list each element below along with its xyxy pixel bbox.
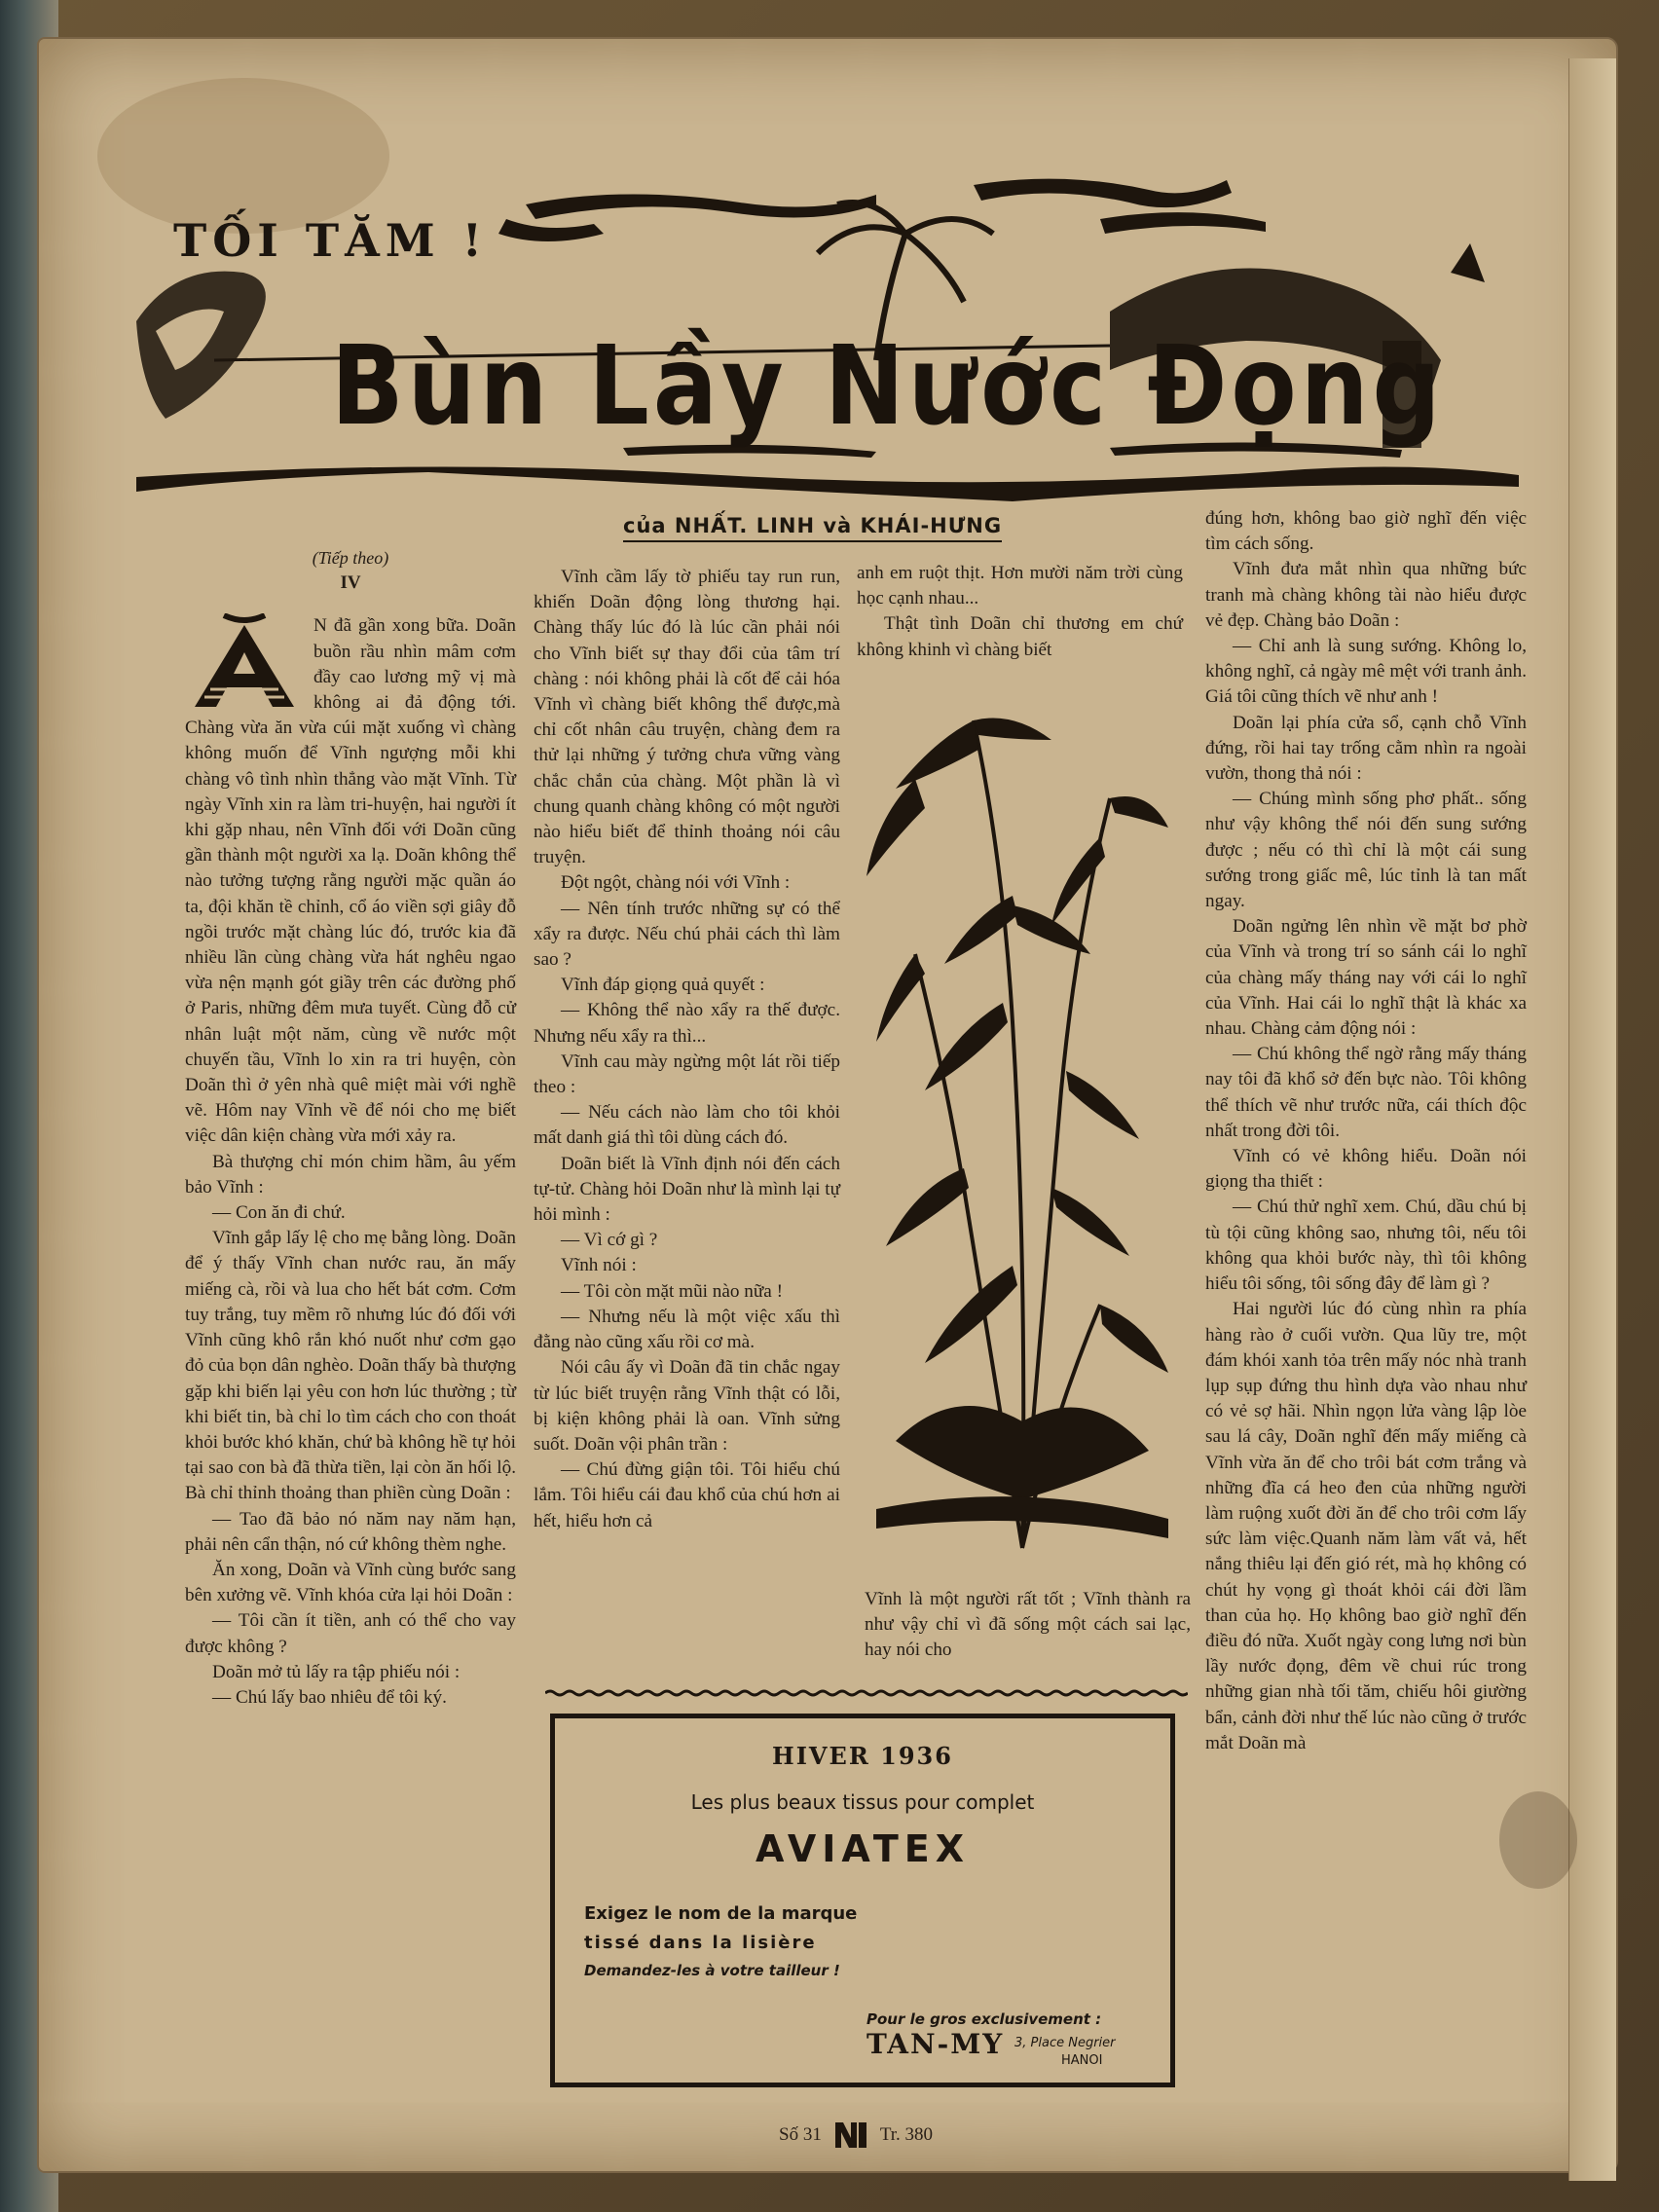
text-column-1: [185, 545, 516, 1711]
article-title: Bùn Lầy Nước Đọng: [331, 322, 1445, 451]
paragraph: Doãn biết là Vĩnh định nói đến cách tự-tử. Chàng hỏi Doãn như là mình lại tự hỏi mình :: [534, 1153, 840, 1226]
paragraph: — Không thể nào xẩy ra thế được. Nhưng nếu xẩy ra thì...: [534, 1000, 840, 1047]
paragraph: — Tôi còn mặt mũi nào nữa !: [561, 1280, 783, 1302]
page-number: Tr. 380: [879, 2124, 934, 2145]
ad-line: tissé dans la lisière: [584, 1933, 817, 1953]
paragraph: Vĩnh có vẻ không hiểu. Doãn nói giọng tha thiết :: [1205, 1146, 1527, 1193]
text-column-2: [534, 565, 840, 1534]
paragraph: — Nếu cách nào làm cho tôi khỏi mất danh giá thì tôi dùng cách đó.: [534, 1102, 840, 1149]
paragraph: [185, 613, 516, 1149]
ad-line: Demandez-les à votre tailleur !: [584, 1962, 840, 1979]
ad-title: HIVER 1936: [772, 1742, 953, 1770]
paragraph: — Chú đừng giận tôi. Tôi hiểu chú lắm. Tôi hiểu cái đau khổ của chú hơn ai hết, hiểu hơn cả: [534, 1459, 840, 1531]
paragraph: Vĩnh là một người rất tốt ; Vĩnh thành ra như vậy chỉ vì đã sống một cách sai lạc, hay nói cho: [865, 1589, 1191, 1661]
paragraph: — Chú lấy bao nhiêu để tôi ký.: [212, 1686, 447, 1708]
ad-wholesale-note: Pour le gros exclusivement :: [866, 2010, 1102, 2028]
paper-stain: [1499, 1791, 1577, 1889]
paragraph: Ăn xong, Doãn và Vĩnh cùng bước sang bên xưởng vẽ. Vĩnh khóa cửa lại hỏi Doãn :: [185, 1559, 516, 1606]
text-column-3-bottom: [865, 1587, 1191, 1664]
paragraph-text: N đã gần xong bữa. Doãn buồn rầu nhìn mâm cơm đầy cao lương mỹ vị mà không ai đả động tới. Chàng vừa ăn vừa cúi mặt xuống vì chàng không muốn để Vĩnh ngượng mỗi khi chàng vô tình nhìn thẳng vào mặt Vĩnh. Từ ngày Vĩnh xin ra làm tri-huyện, hai người ít khi gặp nhau, nên Vĩnh đối với Doãn cũng gần thành một người xa lạ. Doãn không thể nào tưởng tượng rằng người mặc quần áo ta, đội khăn tề chỉnh, cổ áo viền sợi giây đỗ ngồi trước mặt chàng lúc đó, trước kia đã nhiều lần cùng chàng vừa hát nghêu ngao vừa nện mạnh gót giầy trên các đường phố ở Paris, những đêm mưa tuyết. Cùng đỗ cử nhân luật một năm, cùng về nước một chuyến tầu, Vĩnh lo xin ra tri huyện, còn Doãn thì ở yên nhà quê miệt mài với nghề vẽ. Hôm nay Vĩnh về để nói cho mẹ biết việc dân kiện chàng vừa mới xảy ra.: [185, 615, 516, 1147]
paragraph: Vĩnh đưa mắt nhìn qua những bức tranh mà chàng không tài nào hiểu được vẻ đẹp. Chàng bảo Doãn :: [1205, 559, 1527, 631]
paragraph: anh em ruột thịt. Hơn mười năm trời cùng học cạnh nhau...: [857, 563, 1183, 609]
text-column-3-top: [857, 561, 1183, 663]
byline: của NHẤT. LINH và KHÁI-HƯNG: [623, 514, 1002, 542]
paragraph: đúng hơn, không bao giờ nghĩ đến việc tìm cách sống.: [1205, 508, 1527, 555]
text-column-4: [1205, 506, 1527, 1756]
paragraph: — Chú không thể ngờ rằng mấy tháng nay tôi đã khổ sở đến bực nào. Tôi không thể thích vẽ như trước nữa, cái thích độc nhất trong đời tôi.: [1205, 1044, 1527, 1141]
bamboo-illustration: [857, 682, 1178, 1558]
paragraph: — Chú thử nghĩ xem. Chú, dầu chú bị tù tội cũng không sao, nhưng tôi, nếu tôi không qua khỏi bước này, thì tôi không hiểu tôi sống, tôi sống đây để làm gì ?: [1205, 1197, 1527, 1295]
continued-label: (Tiếp theo): [312, 548, 389, 568]
paragraph: Vĩnh cầm lấy tờ phiếu tay run run, khiến Doãn động lòng thương hại. Chàng thấy lúc đó là lúc cần phải nói cho Vĩnh biết sự thay đổi của tâm trí chàng : nói không phải là cốt để cải hóa Vĩnh vì chàng biết không thể được,mà chỉ cốt nhân câu truyện, chàng đem ra thử lại những ý tưởng chưa vững vàng chắc chắn của chàng. Một phần là vì chung quanh chàng không có một người nào hiểu biết để thỉnh thoảng nói câu truyện.: [534, 567, 840, 868]
ad-tagline: Les plus beaux tissus pour complet: [690, 1790, 1035, 1814]
paragraph: Hai người lúc đó cùng nhìn ra phía hàng rào ở cuối vườn. Qua lũy tre, một đám khói xanh tỏa trên mấy nóc nhà tranh lụp sụp đứng thu hình dựa vào nhau như có vẻ sợ hãi. Nhìn ngọn lửa vàng lập lòe sau lá cây, Doãn nghĩ đến mấy miếng cà Vĩnh vừa ăn để cho trôi bát cơm trắng và những đĩa cá heo đen của những người làm ruộng xuốt đời ăn để cho trôi cơm lấy sức làm việc.Quanh năm làm vất vả, hết nắng thiêu lại đến gió rét, mà họ không có chút hy vọng gì thoát khỏi cái đời lầm than của họ. Họ không bao giờ nghĩ đến điều đó nữa. Xuốt ngày cong lưng nơi bùn lầy nước đọng, đêm về chui rúc trong những gian nhà tối tăm, chiếu hôi giường bẩn, cảnh đời như thế lúc nào cũng ở trước mắt Doãn mà: [1205, 1299, 1527, 1753]
chapter-number: IV: [340, 572, 361, 594]
paragraph: Vĩnh đáp giọng quả quyết :: [561, 975, 765, 996]
ad-brand: AVIATEX: [755, 1827, 970, 1870]
paragraph: — Chỉ anh là sung sướng. Không lo, không nghĩ, cả ngày mê mệt với tranh ảnh. Giá tôi cũng thích vẽ như anh !: [1205, 636, 1527, 708]
issue-number: Số 31: [779, 2124, 822, 2145]
paragraph: Thật tình Doãn chỉ thương em chứ không khinh vì chàng biết: [857, 613, 1183, 660]
wavy-divider: [545, 1689, 1188, 1697]
ad-address: 3, Place Negrier: [1014, 2036, 1116, 2050]
paragraph: — Con ăn đi chứ.: [212, 1202, 346, 1224]
ad-city: HANOI: [1061, 2053, 1103, 2068]
paragraph: Doãn lại phía cửa sổ, cạnh chỗ Vĩnh đứng, rồi hai tay trống cằm nhìn ra ngoài vườn, thong thả nói :: [1205, 712, 1527, 785]
paragraph: — Chúng mình sống phơ phất.. sống như vậy không thể nói đến sung sướng được ; nếu có thì chỉ là một cái sung sướng trong giấc mê, lúc tỉnh là tan mất ngay.: [1205, 789, 1527, 912]
page-footer: [779, 2120, 933, 2150]
dropcap-a-icon: [185, 613, 304, 711]
paragraph: — Nên tính trước những sự có thể xẩy ra được. Nếu chú phải cách thì làm sao ?: [534, 898, 840, 971]
ad-distributor: TAN-MY: [866, 2028, 1005, 2060]
paragraph: — Tao đã bảo nó năm nay năm hạn, phải nên cẩn thận, nó cứ không thèm nghe.: [185, 1508, 516, 1555]
paragraph: — Tôi cần ít tiền, anh có thể cho vay được không ?: [185, 1610, 516, 1657]
aviatex-advertisement: [550, 1714, 1175, 2087]
page-edge: [1568, 58, 1616, 2181]
article-header: [136, 136, 1519, 506]
paragraph: Nói câu ấy vì Doãn đã tin chắc ngay từ lúc biết truyện rằng Vĩnh thật có lỗi, bị kiện không phải là oan. Vĩnh sửng suốt. Doãn vội phân trần :: [534, 1357, 840, 1455]
paragraph: — Vì cớ gì ?: [561, 1230, 658, 1251]
ad-line: Exigez le nom de la marque: [584, 1903, 858, 1924]
kicker-heading: TỐI TĂM !: [173, 214, 488, 267]
paragraph: Bà thượng chỉ món chim hầm, âu yếm bảo Vĩnh :: [185, 1151, 516, 1198]
paragraph: Vĩnh nói :: [561, 1255, 637, 1276]
paragraph: Doãn mở tủ lấy ra tập phiếu nói :: [212, 1661, 461, 1682]
paragraph: Đột ngột, chàng nói với Vĩnh :: [561, 872, 791, 894]
paragraph: Vĩnh cau mày ngừng một lát rồi tiếp theo :: [534, 1051, 840, 1098]
paragraph: Doãn ngửng lên nhìn về mặt bơ phờ của Vĩnh và trong trí so sánh cái lo nghĩ của chàng mấy tháng nay với cái lo nghĩ của Vĩnh. Hai cái lo nghĩ thật là khác xa nhau. Chàng cảm động nói :: [1205, 916, 1527, 1040]
ngay-nay-logo-icon: [833, 2120, 868, 2150]
paragraph: Vĩnh gắp lấy lệ cho mẹ bằng lòng. Doãn để ý thấy Vĩnh chan nước rau, ăn mấy miếng cà, rồi và lua cho hết bát cơm. Cơm tuy trắng, tuy mềm rõ nhưng lúc đó đối với Vĩnh cũng khô rắn khó nuốt như cơm gạo đỏ của bọn dân nghèo. Doãn thấy bà thượng gặp khi biến lại yêu con hơn lúc thường ; từ khi biết tin, bà chỉ lo tìm cách cho con thoát khỏi bước khó khăn, chứ bà không hề tự hỏi tại sao con bà đã thừa tiền, lại còn ăn hối lộ. Bà chỉ thỉnh thoảng than phiền cùng Doãn :: [185, 1228, 516, 1504]
paragraph: — Nhưng nếu là một việc xấu thì đằng nào cũng xấu rồi cơ mà.: [534, 1306, 840, 1353]
